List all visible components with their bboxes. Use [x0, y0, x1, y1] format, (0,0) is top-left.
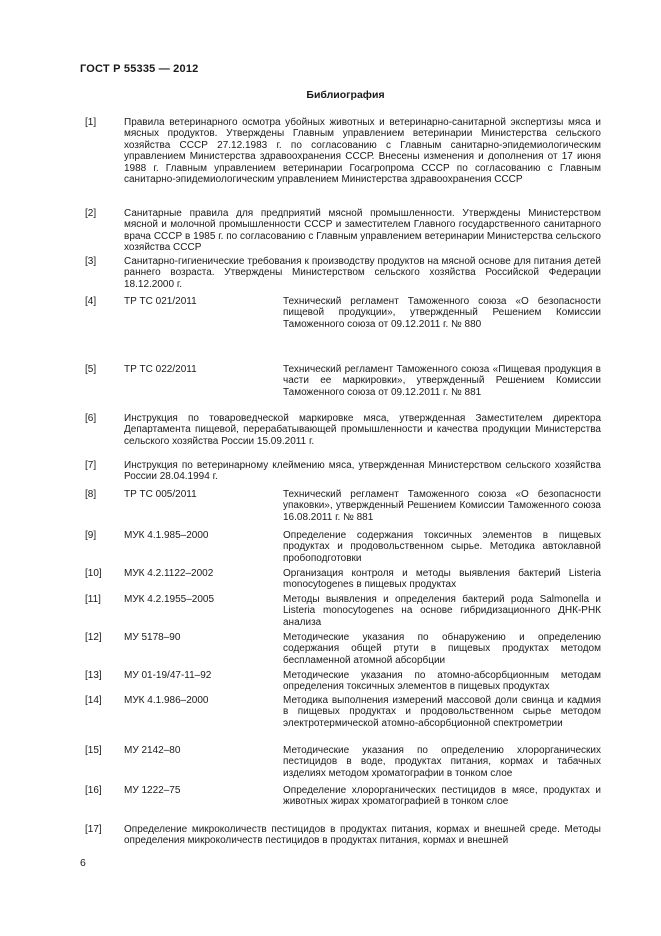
entry-text: Инструкция по ветеринарному клеймению мяса, утвержденная Министерством сельского хозяйства России 28.04.1994 г.	[124, 460, 601, 483]
bibliography-entry	[85, 460, 601, 483]
entry-number: [10]	[85, 568, 102, 579]
bibliography-entry	[85, 256, 601, 290]
entry-number: [17]	[85, 824, 102, 835]
entry-text: Инструкция по товароведческой маркировке мяса, утвержденная Заместителем директора Департамента пищевой, перерабатывающей промышленности и качества продукции Министерства сельского хозяйства России 15.09.2011 г.	[124, 413, 601, 447]
entry-code: МУК 4.1.985–2000	[124, 530, 209, 541]
entry-code: ТР ТС 021/2011	[124, 296, 197, 307]
page-number: 6	[80, 857, 86, 869]
entry-code: МУ 01-19/47-11–92	[124, 670, 212, 681]
entry-text: Организация контроля и методы выявления бактерий Listeria monocytogenes в пищевых продуктах	[283, 568, 601, 591]
bibliography-entry	[85, 695, 601, 729]
bibliography-entry	[85, 568, 601, 591]
entry-text: Методические указания по атомно-абсорбционным методам определения токсичных элементов в пищевых продуктах	[283, 670, 601, 693]
entry-text: Методические указания по определению хлорорганических пестицидов в воде, продуктах питания, кормах и табачных изделиях методом хроматографии в тонком слое	[283, 745, 601, 779]
entry-number: [13]	[85, 670, 102, 681]
entry-text: Санитарные правила для предприятий мясной промышленности. Утверждены Министерством мясной и молочной промышленности СССР и заместителем Главного государственного санитарного врача СССР в 1985 г. по согласованию с Главным управлением ветеринарии Министерства сельского хозяйства СССР	[124, 208, 601, 254]
entry-number: [12]	[85, 632, 102, 643]
entry-number: [5]	[85, 364, 97, 375]
entry-code: МУ 2142–80	[124, 745, 181, 756]
entry-number: [2]	[85, 208, 97, 219]
bibliography-entry	[85, 364, 601, 398]
entry-code: ТР ТС 022/2011	[124, 364, 197, 375]
bibliography-entry	[85, 824, 601, 847]
entry-number: [4]	[85, 296, 97, 307]
bibliography-entry	[85, 594, 601, 628]
entry-number: [16]	[85, 785, 102, 796]
entry-code: МУ 1222–75	[124, 785, 181, 796]
bibliography-entry	[85, 670, 601, 693]
entry-code: МУ 5178–90	[124, 632, 181, 643]
standard-header: ГОСТ Р 55335 — 2012	[80, 63, 199, 75]
entry-code: ТР ТС 005/2011	[124, 489, 197, 500]
entry-text: Правила ветеринарного осмотра убойных животных и ветеринарно-санитарной экспертизы мяса и мясных продуктов. Утверждены Главным управлением ветеринарии Министерства сельского хозяйства СССР 27.12.1983 г. по согласованию с Главным санитарно-эпидемиологическим управлением Министерства здравоохранения СССР. Внесены изменения и дополнения от 17 июня 1988 г. Главным управлением ветеринарии Госагропрома СССР по согласованию с Главным санитарно-эпидемиологическим управлением Министерства здравоохранения СССР	[124, 117, 601, 186]
entry-text: Методы выявления и определения бактерий рода Salmonella и Listeria monocytogenes на основе гибридизационного ДНК-РНК анализа	[283, 594, 601, 628]
entry-number: [9]	[85, 530, 97, 541]
entry-text: Методические указания по обнаружению и определению содержания общей ртути в пищевых продуктах методом беспламенной атомной абсорбции	[283, 632, 601, 666]
bibliography-entry	[85, 745, 601, 779]
entry-code: МУК 4.2.1955–2005	[124, 594, 215, 605]
entry-text: Технический регламент Таможенного союза «О безопасности пищевой продукции», утвержденный Решением Комиссии Таможенного союза от 09.12.2011 г. № 880	[283, 296, 601, 330]
entry-text: Санитарно-гигиенические требования к производству продуктов на мясной основе для питания детей раннего возраста. Утверждены Министерством сельского хозяйства Российской Федерации 18.12.2000 г.	[124, 256, 601, 290]
entry-number: [11]	[85, 594, 101, 605]
entry-text: Технический регламент Таможенного союза «Пищевая продукция в части ее маркировки», утвержденный Решением Комиссии Таможенного союза от 09.12.2011 г. № 881	[283, 364, 601, 398]
bibliography-entry	[85, 530, 601, 564]
bibliography-entry	[85, 785, 601, 808]
entry-number: [14]	[85, 695, 102, 706]
entry-text: Определение хлорорганических пестицидов в мясе, продуктах и животных жирах хроматографией в тонком слое	[283, 785, 601, 808]
bibliography-title: Библиография	[306, 89, 385, 101]
entry-number: [7]	[85, 460, 97, 471]
bibliography-entry	[85, 208, 601, 254]
bibliography-entry	[85, 413, 601, 447]
bibliography-entry	[85, 632, 601, 666]
entry-text: Определение микроколичеств пестицидов в продуктах питания, кормах и внешней среде. Методы определения микроколичеств пестицидов в продуктах питания, кормах и внешней	[124, 824, 601, 847]
entry-text: Методика выполнения измерений массовой доли свинца и кадмия в пищевых продуктах и продовольственном сырье методом электротермической атомно-абсорбционной спектрометрии	[283, 695, 601, 729]
entry-number: [8]	[85, 489, 97, 500]
entry-number: [1]	[85, 117, 97, 128]
entry-text: Определение содержания токсичных элементов в пищевых продуктах и продовольственном сырье. Методика автоклавной пробоподготовки	[283, 530, 601, 564]
entry-number: [3]	[85, 256, 97, 267]
entry-code: МУК 4.1.986–2000	[124, 695, 209, 706]
entry-text: Технический регламент Таможенного союза «О безопасности упаковки», утвержденный Решением Комиссии Таможенного союза 16.08.2011 г. № 881	[283, 489, 601, 523]
entry-code: МУК 4.2.1122–2002	[124, 568, 214, 579]
bibliography-entry	[85, 489, 601, 523]
bibliography-entry	[85, 296, 601, 330]
entry-number: [15]	[85, 745, 102, 756]
entry-number: [6]	[85, 413, 97, 424]
bibliography-entry	[85, 117, 601, 185]
